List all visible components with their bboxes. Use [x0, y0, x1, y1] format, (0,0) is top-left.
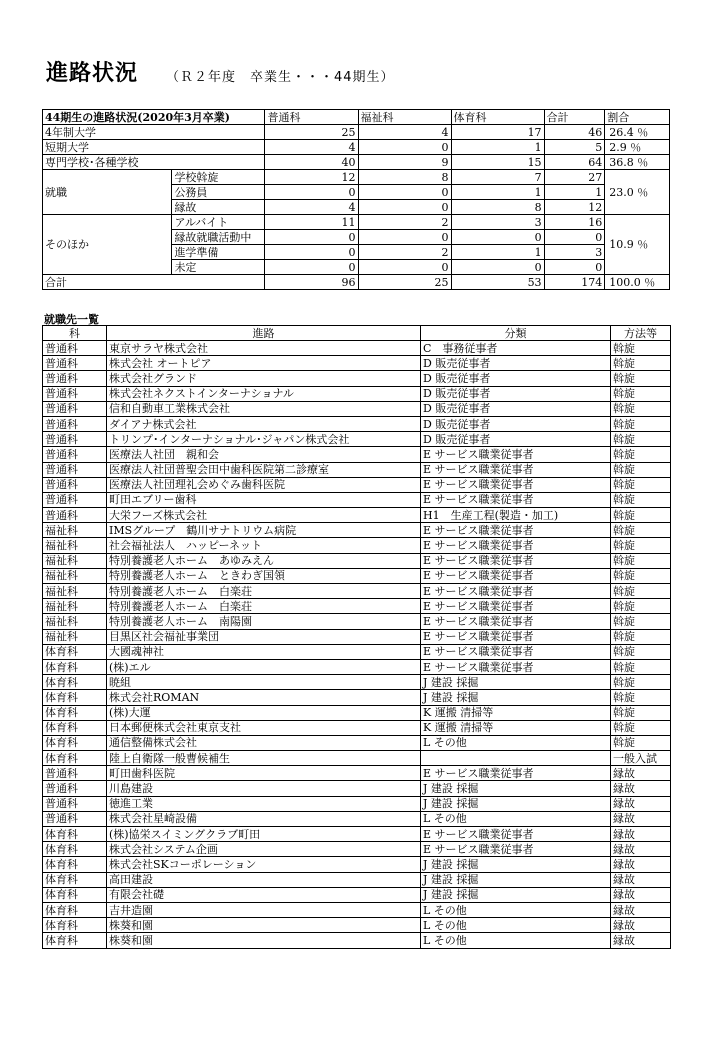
- status-subcategory: アルバイト: [172, 215, 265, 230]
- status-value: 64: [544, 155, 605, 170]
- job-destination: 株式会社ROMAN: [107, 690, 421, 705]
- header-method: 方法等: [611, 326, 671, 341]
- job-category: D 販売従事者: [421, 432, 611, 447]
- job-department: 普通科: [43, 371, 107, 386]
- job-destination: 町田エブリー歯科: [107, 492, 421, 507]
- job-method: 斡旋: [611, 584, 671, 599]
- status-value: 16: [544, 215, 605, 230]
- status-value: 40: [265, 155, 358, 170]
- status-percent: 36.8 ％: [605, 155, 670, 170]
- job-department: 福祉科: [43, 614, 107, 629]
- job-department: 普通科: [43, 447, 107, 462]
- status-value: 7: [451, 170, 544, 185]
- status-value: 2: [358, 245, 451, 260]
- table-row: [43, 416, 671, 431]
- status-value: 27: [544, 170, 605, 185]
- table-row: [43, 857, 671, 872]
- table-row: [43, 842, 671, 857]
- table-row: [43, 477, 671, 492]
- job-method: 斡旋: [611, 644, 671, 659]
- table-row: [43, 644, 671, 659]
- job-destination: 町田歯科医院: [107, 766, 421, 781]
- job-method: 斡旋: [611, 735, 671, 750]
- table-row: [43, 827, 671, 842]
- status-percent: 23.0 ％: [605, 170, 670, 215]
- job-destination: (株)エル: [107, 659, 421, 674]
- job-destination: 高田建設: [107, 872, 421, 887]
- job-category: H1 生産工程(製造・加工): [421, 508, 611, 523]
- job-department: 福祉科: [43, 568, 107, 583]
- status-total-label: 合計: [43, 275, 265, 290]
- job-department: 体育科: [43, 644, 107, 659]
- page-subtitle: （Ｒ２年度 卒業生・・・44期生）: [166, 70, 395, 85]
- status-value: 4: [358, 125, 451, 140]
- table-row: [43, 887, 671, 902]
- status-percent: 26.4 ％: [605, 125, 670, 140]
- job-method: 斡旋: [611, 508, 671, 523]
- status-header-cell: 割合: [605, 110, 670, 125]
- status-value: 4: [265, 200, 358, 215]
- table-row: [43, 796, 671, 811]
- page-title: 進路状況: [46, 61, 139, 86]
- status-value: 0: [358, 230, 451, 245]
- job-method: 斡旋: [611, 447, 671, 462]
- job-category: E サービス職業従事者: [421, 842, 611, 857]
- status-value: 0: [265, 245, 358, 260]
- status-value: 1: [544, 185, 605, 200]
- job-department: 普通科: [43, 341, 107, 356]
- job-destination: 特別養護老人ホーム ときわぎ国領: [107, 568, 421, 583]
- job-category: J 建設 採掘: [421, 781, 611, 796]
- jobs-section-title: 就職先一覧: [44, 313, 99, 326]
- job-destination: 暁組: [107, 675, 421, 690]
- status-value: 3: [451, 215, 544, 230]
- job-destination: 株式会社星崎設備: [107, 811, 421, 826]
- status-value: 0: [451, 230, 544, 245]
- job-destination: 株式会社ネクストインターナショナル: [107, 386, 421, 401]
- job-method: 斡旋: [611, 477, 671, 492]
- status-value: 12: [265, 170, 358, 185]
- status-total-percent: 100.0 ％: [605, 275, 670, 290]
- table-row: [43, 523, 671, 538]
- job-method: 縁故: [611, 918, 671, 933]
- status-value: 0: [265, 185, 358, 200]
- status-value: 9: [358, 155, 451, 170]
- table-row: [43, 659, 671, 674]
- job-method: 斡旋: [611, 553, 671, 568]
- status-value: 4: [265, 140, 358, 155]
- status-value: 25: [265, 125, 358, 140]
- status-value: 0: [544, 260, 605, 275]
- status-header-cell: 体育科: [451, 110, 544, 125]
- job-destination: 東京サラヤ株式会社: [107, 341, 421, 356]
- job-method: 斡旋: [611, 341, 671, 356]
- status-value: 8: [358, 170, 451, 185]
- job-department: 体育科: [43, 857, 107, 872]
- table-row: [43, 371, 671, 386]
- job-category: J 建設 採掘: [421, 872, 611, 887]
- table-row: [43, 735, 671, 750]
- status-percent: 10.9 ％: [605, 215, 670, 275]
- job-method: 斡旋: [611, 614, 671, 629]
- job-category: D 販売従事者: [421, 371, 611, 386]
- status-subcategory: 未定: [172, 260, 265, 275]
- status-value: 46: [544, 125, 605, 140]
- job-destination: 目黒区社会福祉事業団: [107, 629, 421, 644]
- job-category: D 販売従事者: [421, 386, 611, 401]
- table-row: [43, 811, 671, 826]
- job-category: D 販売従事者: [421, 416, 611, 431]
- job-method: 縁故: [611, 842, 671, 857]
- status-row: [43, 125, 670, 140]
- status-subcategory: 公務員: [172, 185, 265, 200]
- job-category: E サービス職業従事者: [421, 568, 611, 583]
- job-department: 普通科: [43, 796, 107, 811]
- status-total-value: 96: [265, 275, 358, 290]
- header-destination: 進路: [107, 326, 421, 341]
- job-category: L その他: [421, 735, 611, 750]
- header-category: 分類: [421, 326, 611, 341]
- job-method: 斡旋: [611, 690, 671, 705]
- status-row: [43, 155, 670, 170]
- job-destination: 川島建設: [107, 781, 421, 796]
- job-destination: 株式会社SKコーポレーション: [107, 857, 421, 872]
- job-department: 体育科: [43, 827, 107, 842]
- job-category: E サービス職業従事者: [421, 644, 611, 659]
- job-category: D 販売従事者: [421, 401, 611, 416]
- table-row: [43, 902, 671, 917]
- status-caption: 44期生の進路状況(2020年3月卒業): [43, 110, 265, 125]
- job-department: 普通科: [43, 492, 107, 507]
- status-header-cell: 普通科: [265, 110, 358, 125]
- job-method: 縁故: [611, 827, 671, 842]
- job-destination: (株)大運: [107, 705, 421, 720]
- status-category: そのほか: [43, 215, 172, 275]
- job-method: 縁故: [611, 766, 671, 781]
- job-method: 一般入試: [611, 751, 671, 766]
- job-category: E サービス職業従事者: [421, 629, 611, 644]
- table-row: [43, 614, 671, 629]
- job-department: 体育科: [43, 872, 107, 887]
- status-row: [43, 140, 670, 155]
- job-department: 福祉科: [43, 584, 107, 599]
- job-department: 普通科: [43, 462, 107, 477]
- status-value: 17: [451, 125, 544, 140]
- header-department: 科: [43, 326, 107, 341]
- status-subcategory: 進学準備: [172, 245, 265, 260]
- job-department: 体育科: [43, 842, 107, 857]
- table-row: [43, 386, 671, 401]
- employment-destinations-table: [42, 325, 671, 949]
- job-category: E サービス職業従事者: [421, 538, 611, 553]
- status-row: [43, 170, 670, 185]
- job-department: 体育科: [43, 659, 107, 674]
- table-row: [43, 492, 671, 507]
- job-department: 普通科: [43, 766, 107, 781]
- job-method: 斡旋: [611, 492, 671, 507]
- status-category: 短期大学: [43, 140, 265, 155]
- job-method: 斡旋: [611, 523, 671, 538]
- job-department: 体育科: [43, 902, 107, 917]
- table-row: [43, 675, 671, 690]
- job-category: J 建設 採掘: [421, 796, 611, 811]
- job-category: E サービス職業従事者: [421, 659, 611, 674]
- job-destination: 特別養護老人ホーム 白楽荘: [107, 584, 421, 599]
- job-method: 斡旋: [611, 705, 671, 720]
- status-total-value: 53: [451, 275, 544, 290]
- job-method: 斡旋: [611, 568, 671, 583]
- job-category: L その他: [421, 902, 611, 917]
- job-department: 福祉科: [43, 629, 107, 644]
- status-header-cell: 合計: [544, 110, 605, 125]
- job-category: J 建設 採掘: [421, 887, 611, 902]
- job-method: 縁故: [611, 811, 671, 826]
- job-category: K 運搬 清掃等: [421, 705, 611, 720]
- job-destination: 信和自動車工業株式会社: [107, 401, 421, 416]
- job-category: E サービス職業従事者: [421, 523, 611, 538]
- table-row: [43, 568, 671, 583]
- status-value: 0: [265, 230, 358, 245]
- job-method: 斡旋: [611, 386, 671, 401]
- table-row: [43, 766, 671, 781]
- job-destination: IMSグループ 鶴川サナトリウム病院: [107, 523, 421, 538]
- job-method: 斡旋: [611, 462, 671, 477]
- job-department: 体育科: [43, 933, 107, 948]
- job-destination: 有限会社礎: [107, 887, 421, 902]
- status-value: 0: [451, 260, 544, 275]
- table-row: [43, 584, 671, 599]
- job-method: 縁故: [611, 796, 671, 811]
- job-category: E サービス職業従事者: [421, 477, 611, 492]
- job-method: 斡旋: [611, 720, 671, 735]
- job-department: 普通科: [43, 432, 107, 447]
- job-department: 普通科: [43, 508, 107, 523]
- job-category: L その他: [421, 918, 611, 933]
- job-destination: 株式会社 オートピア: [107, 356, 421, 371]
- job-destination: (株)協栄スイミングクラブ町田: [107, 827, 421, 842]
- job-department: 普通科: [43, 356, 107, 371]
- job-method: 縁故: [611, 902, 671, 917]
- job-department: 福祉科: [43, 553, 107, 568]
- job-category: E サービス職業従事者: [421, 462, 611, 477]
- table-row: [43, 462, 671, 477]
- table-row: [43, 918, 671, 933]
- status-value: 2: [358, 215, 451, 230]
- job-category: K 運搬 清掃等: [421, 720, 611, 735]
- career-status-table: [42, 109, 670, 290]
- job-department: 体育科: [43, 720, 107, 735]
- job-category: E サービス職業従事者: [421, 827, 611, 842]
- job-method: 縁故: [611, 933, 671, 948]
- job-department: 福祉科: [43, 538, 107, 553]
- job-department: 普通科: [43, 386, 107, 401]
- status-row: [43, 215, 670, 230]
- job-destination: 株式会社システム企画: [107, 842, 421, 857]
- table-row: [43, 751, 671, 766]
- job-category: E サービス職業従事者: [421, 614, 611, 629]
- status-total-value: 174: [544, 275, 605, 290]
- job-department: 体育科: [43, 887, 107, 902]
- job-method: 斡旋: [611, 599, 671, 614]
- job-destination: 大栄フーズ株式会社: [107, 508, 421, 523]
- status-category: 就職: [43, 170, 172, 215]
- status-value: 8: [451, 200, 544, 215]
- status-subcategory: 縁故就職活動中: [172, 230, 265, 245]
- status-percent: 2.9 ％: [605, 140, 670, 155]
- table-row: [43, 538, 671, 553]
- job-method: 縁故: [611, 781, 671, 796]
- job-category: E サービス職業従事者: [421, 599, 611, 614]
- job-method: 斡旋: [611, 401, 671, 416]
- job-method: 斡旋: [611, 416, 671, 431]
- job-category: J 建設 採掘: [421, 690, 611, 705]
- job-department: 福祉科: [43, 523, 107, 538]
- job-department: 普通科: [43, 416, 107, 431]
- status-header-row: [43, 110, 670, 125]
- job-department: 体育科: [43, 690, 107, 705]
- table-row: [43, 599, 671, 614]
- status-value: 1: [451, 140, 544, 155]
- status-value: 0: [544, 230, 605, 245]
- job-department: 普通科: [43, 477, 107, 492]
- job-category: [421, 751, 611, 766]
- status-category: 専門学校･各種学校: [43, 155, 265, 170]
- job-destination: 吉井造園: [107, 902, 421, 917]
- job-destination: 徳進工業: [107, 796, 421, 811]
- status-category: 4年制大学: [43, 125, 265, 140]
- job-category: E サービス職業従事者: [421, 766, 611, 781]
- jobs-header-row: [43, 326, 671, 341]
- status-value: 5: [544, 140, 605, 155]
- job-department: 体育科: [43, 751, 107, 766]
- job-destination: 株葵和園: [107, 918, 421, 933]
- job-destination: 医療法人社団 親和会: [107, 447, 421, 462]
- table-row: [43, 705, 671, 720]
- status-header-cell: 福祉科: [358, 110, 451, 125]
- job-department: 体育科: [43, 918, 107, 933]
- job-destination: 特別養護老人ホーム あゆみえん: [107, 553, 421, 568]
- job-category: L その他: [421, 811, 611, 826]
- job-destination: 株式会社グランド: [107, 371, 421, 386]
- job-method: 斡旋: [611, 432, 671, 447]
- status-value: 0: [358, 260, 451, 275]
- job-destination: 特別養護老人ホーム 南陽園: [107, 614, 421, 629]
- job-destination: 通信整備株式会社: [107, 735, 421, 750]
- status-total-value: 25: [358, 275, 451, 290]
- job-department: 体育科: [43, 735, 107, 750]
- table-row: [43, 356, 671, 371]
- table-row: [43, 690, 671, 705]
- status-value: 0: [358, 185, 451, 200]
- status-value: 0: [265, 260, 358, 275]
- table-row: [43, 401, 671, 416]
- status-subcategory: 縁故: [172, 200, 265, 215]
- job-category: D 販売従事者: [421, 356, 611, 371]
- job-category: E サービス職業従事者: [421, 492, 611, 507]
- job-category: E サービス職業従事者: [421, 553, 611, 568]
- job-method: 縁故: [611, 887, 671, 902]
- status-value: 1: [451, 245, 544, 260]
- job-destination: 陸上自衛隊一般曹候補生: [107, 751, 421, 766]
- job-department: 福祉科: [43, 599, 107, 614]
- table-row: [43, 781, 671, 796]
- status-value: 15: [451, 155, 544, 170]
- job-method: 斡旋: [611, 371, 671, 386]
- job-department: 体育科: [43, 705, 107, 720]
- job-department: 体育科: [43, 675, 107, 690]
- job-destination: 日本郵便株式会社東京支社: [107, 720, 421, 735]
- table-row: [43, 872, 671, 887]
- job-destination: 医療法人社団理礼会めぐみ歯科医院: [107, 477, 421, 492]
- table-row: [43, 447, 671, 462]
- status-total-row: [43, 275, 670, 290]
- status-subcategory: 学校斡旋: [172, 170, 265, 185]
- table-row: [43, 508, 671, 523]
- job-destination: 社会福祉法人 ハッピーネット: [107, 538, 421, 553]
- table-row: [43, 553, 671, 568]
- job-method: 斡旋: [611, 538, 671, 553]
- job-method: 縁故: [611, 857, 671, 872]
- job-method: 縁故: [611, 872, 671, 887]
- job-destination: ダイアナ株式会社: [107, 416, 421, 431]
- job-destination: トリンプ･インターナショナル･ジャパン株式会社: [107, 432, 421, 447]
- status-value: 3: [544, 245, 605, 260]
- job-department: 普通科: [43, 811, 107, 826]
- job-department: 普通科: [43, 401, 107, 416]
- job-destination: 株葵和園: [107, 933, 421, 948]
- job-method: 斡旋: [611, 659, 671, 674]
- job-category: C 事務従事者: [421, 341, 611, 356]
- status-value: 0: [358, 140, 451, 155]
- job-method: 斡旋: [611, 675, 671, 690]
- job-category: L その他: [421, 933, 611, 948]
- job-category: J 建設 採掘: [421, 857, 611, 872]
- table-row: [43, 720, 671, 735]
- table-row: [43, 341, 671, 356]
- job-destination: 医療法人社団普聖会田中歯科医院第二診療室: [107, 462, 421, 477]
- status-value: 11: [265, 215, 358, 230]
- status-value: 12: [544, 200, 605, 215]
- table-row: [43, 933, 671, 948]
- job-method: 斡旋: [611, 356, 671, 371]
- job-category: E サービス職業従事者: [421, 584, 611, 599]
- table-row: [43, 629, 671, 644]
- job-category: J 建設 採掘: [421, 675, 611, 690]
- job-destination: 特別養護老人ホーム 白楽荘: [107, 599, 421, 614]
- status-value: 0: [358, 200, 451, 215]
- job-department: 普通科: [43, 781, 107, 796]
- job-category: E サービス職業従事者: [421, 447, 611, 462]
- table-row: [43, 432, 671, 447]
- job-destination: 大國魂神社: [107, 644, 421, 659]
- job-method: 斡旋: [611, 629, 671, 644]
- status-value: 1: [451, 185, 544, 200]
